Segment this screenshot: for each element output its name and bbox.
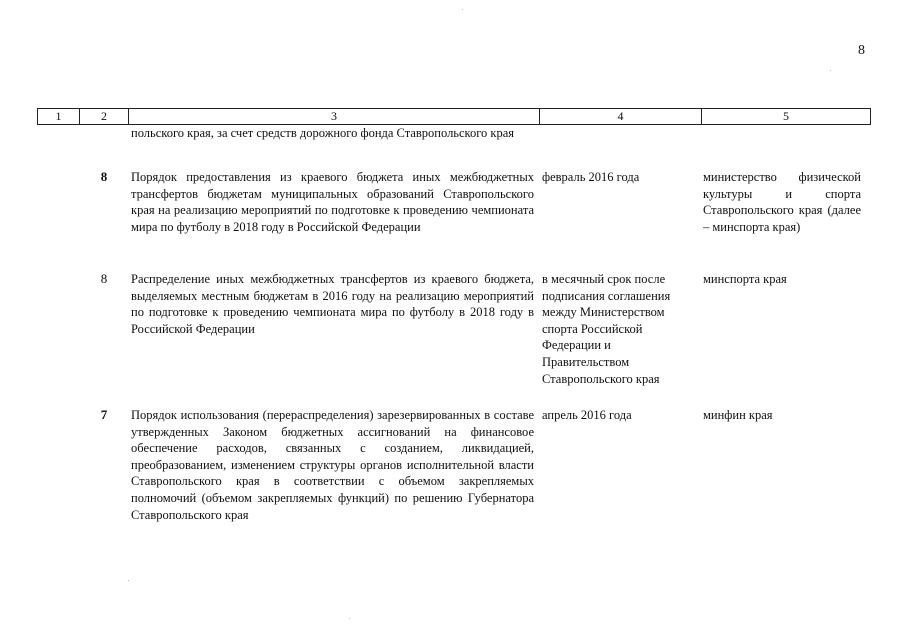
row-3-deadline: апрель 2016 года	[542, 408, 632, 422]
header-col-4: 4	[540, 109, 702, 124]
header-col-1: 1	[38, 109, 80, 124]
row-3-number: 7	[100, 407, 108, 422]
row-2-number: 8	[100, 271, 108, 286]
scan-speck	[462, 9, 463, 10]
row-2-description: Распределение иных межбюджетных трансфертов из краевого бюджета, выделяемых местным бюджетам в 2016 году на реализацию мероприятий по подготовке к проведению чемпионата мира по футболу в 2018 году в Российской Федерации	[131, 272, 534, 336]
row-0-description: польского края, за счет средств дорожного фонда Ставропольского края	[131, 126, 515, 140]
row-3-responsible: минфин края	[703, 408, 773, 422]
header-col-3: 3	[129, 109, 540, 124]
row-1-number: 8	[100, 169, 108, 184]
row-2-responsible: минспорта края	[703, 272, 787, 286]
row-1-deadline: февраль 2016 года	[542, 170, 640, 184]
scan-speck	[349, 618, 350, 619]
table-header	[37, 108, 871, 125]
scan-speck	[128, 580, 129, 581]
row-3-description: Порядок использования (перераспределения) зарезервированных в составе утвержденных Законом бюджетных ассигнований на финансовое обеспечение расходов, связанных с созданием, ликвидацией, преобразованием, изменением структуры органов исполнительной власти Ставропольского края в соответствии с объемом закрепляемых полномочий (объемом закрепляемых функций) по решению Губернатора Ставропольского края	[131, 408, 534, 522]
row-2-deadline: в месячный срок после подписания соглашения между Министерством спорта Российской Федерации и Правительством Ставропольского края	[542, 272, 671, 386]
page-number: 8	[858, 43, 865, 58]
header-col-2: 2	[80, 109, 129, 124]
scan-speck	[830, 70, 831, 71]
row-1-responsible: министерство физической культуры и спорта Ставропольского края (далее – минспорта края)	[703, 170, 861, 234]
row-1-description: Порядок предоставления из краевого бюджета иных межбюджетных трансфертов бюджетам муниципальных образований Ставропольского края на реализацию мероприятий по подготовке к проведению чемпионата мира по футболу в 2018 году в Российской Федерации	[131, 170, 534, 234]
header-col-5: 5	[783, 109, 789, 123]
